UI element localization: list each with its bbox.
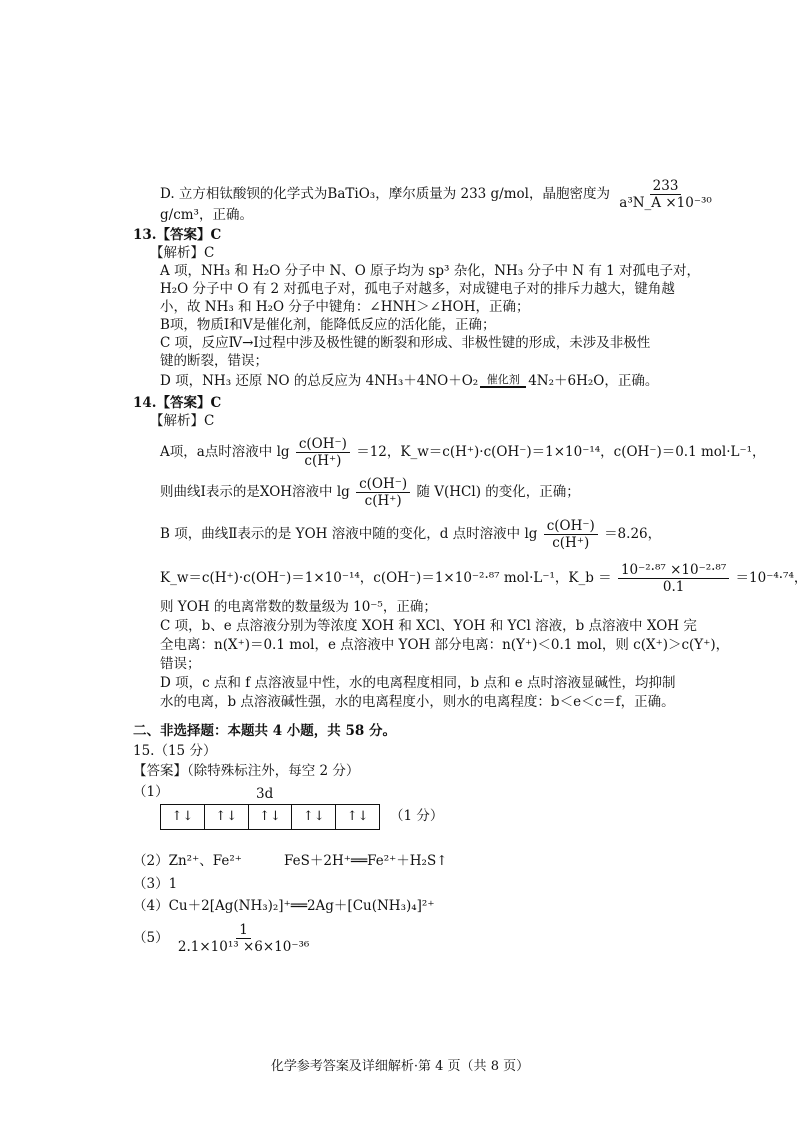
kb-denominator: 0.1 (662, 579, 685, 595)
oh-numerator-3: c(OH⁻) (544, 518, 598, 535)
q14-d-line1: D 项，c 点和 f 点溶液显中性，水的电离程度相同，b 点和 e 点时溶液显碱性，均抑制 (160, 675, 676, 691)
oh-numerator-2: c(OH⁻) (356, 476, 410, 493)
section-title: 二、非选择题：本题共 4 小题，共 58 分。 (133, 723, 396, 739)
q13-c-line2: 键的断裂，错误； (160, 353, 268, 369)
q14-b1-pre: B 项，曲线Ⅱ表示的是 YOH 溶液中随的变化，d 点时溶液中 lg (160, 526, 538, 542)
q15-part2-equation: FeS＋2H⁺══Fe²⁺＋H₂S↑ (284, 853, 448, 869)
oh-h-fraction-2 (356, 476, 410, 509)
orbital-cell: ↑↓ (161, 805, 205, 829)
q14-b1-post: ＝8.26， (604, 526, 662, 542)
q14-a2-post: 随 V(HCl) 的变化，正确； (416, 484, 580, 500)
q14-b2-pre: K_w＝c(H⁺)·c(OH⁻)＝1×10⁻¹⁴，c(OH⁻)＝1×10⁻²·⁸⁷ mol·L⁻¹，K_b ＝ (160, 570, 612, 586)
q15-part1-score: （1 分） (390, 808, 444, 824)
page-footer: 化学参考答案及详细解析·第 4 页（共 8 页） (270, 1059, 530, 1074)
q14-b-line2 (160, 562, 807, 595)
q14-answer: 14.【答案】C (133, 395, 222, 411)
oh-numerator: c(OH⁻) (296, 436, 350, 453)
orbital-cell: ↑↓ (292, 805, 336, 829)
q15-part5 (133, 922, 314, 955)
part5-denominator: 2.1×10¹³ ×6×10⁻³⁶ (177, 939, 310, 955)
option-d-text: D. 立方相钛酸钡的化学式为BaTiO₃，摩尔质量为 233 g/mol，晶胞密度为 (160, 186, 610, 202)
q13-d-line (160, 372, 658, 390)
q14-b2-post: ＝10⁻⁴·⁷⁴， (735, 570, 807, 586)
q14-a-line1 (160, 436, 766, 469)
q14-a-post: ＝12，K_w＝c(H⁺)·c(OH⁻)＝1×10⁻¹⁴，c(OH⁻)＝0.1 mol·L⁻¹， (356, 444, 766, 460)
q14-b-line1 (160, 518, 661, 551)
q14-c-line3: 错误； (160, 656, 201, 672)
q15-part4: （4）Cu＋2[Ag(NH₃)₂]⁺══2Ag＋[Cu(NH₃)₄]²⁺ (133, 898, 435, 914)
q14-a2-pre: 则曲线Ⅰ表示的是XOH溶液中 lg (160, 484, 350, 500)
q14-a-pre: A项，a点时溶液中 lg (160, 444, 290, 460)
orbital-cell: ↑↓ (346, 809, 369, 824)
q15-answer: 【答案】（除特殊标注外，每空 2 分） (133, 763, 360, 779)
catalyst-label: 催化剂 (486, 372, 520, 386)
kb-numerator: 10⁻²·⁸⁷ ×10⁻²·⁸⁷ (618, 562, 729, 579)
q15-title: 15.（15 分） (133, 743, 217, 759)
q13-d-products: 4N₂＋6H₂O，正确。 (528, 373, 659, 389)
kb-fraction (618, 562, 729, 595)
q15-part5-label: （5） (133, 930, 169, 946)
density-denominator: a³N_A ×10⁻³⁰ (619, 195, 712, 211)
part5-fraction (175, 922, 312, 955)
q13-d-text: D 项，NH₃ 还原 NO 的总反应为 4NH₃＋4NO＋O₂ (160, 373, 479, 389)
q14-c-line2: 全电离：n(X⁺)＝0.1 mol，e 点溶液中 YOH 部分电离：n(Y⁺)＜0.1 mol，则 c(X⁺)＞c(Y⁺)， (160, 637, 730, 653)
q13-a-line2: H₂O 分子中 O 有 2 对孤电子对，孤电子对越多，对成键电子对的排斥力越大，键角越 (160, 281, 675, 297)
density-fraction (616, 178, 715, 211)
q15-part2-ions: （2）Zn²⁺、Fe²⁺ (133, 853, 242, 869)
q13-b-line: B项，物质Ⅰ和Ⅴ是催化剂，能降低反应的活化能，正确； (160, 317, 496, 333)
q13-analysis: 【解析】C (150, 245, 215, 261)
q14-d-line2: 水的电离，b 点溶液碱性强，水的电离程度小，则水的电离程度：b＜e＜c＝f，正确。 (160, 694, 675, 710)
q13-a-line3: 小，故 NH₃ 和 H₂O 分子中键角：∠HNH＞∠HOH，正确； (160, 299, 530, 315)
q13-c-line1: C 项，反应Ⅳ→Ⅰ过程中涉及极性键的断裂和形成、非极性键的形成，未涉及非极性 (160, 335, 651, 351)
h-denominator-2: c(H⁺) (364, 493, 402, 509)
q14-b-line3: 则 YOH 的电离常数的数量级为 10⁻⁵，正确； (160, 599, 437, 615)
orbital-cell: ↑↓ (205, 805, 249, 829)
q14-c-line1: C 项，b、e 点溶液分别为等浓度 XOH 和 XCl、YOH 和 YCl 溶液，b 点溶液中 XOH 完 (160, 618, 697, 634)
catalyst-condition (480, 374, 526, 390)
density-unit: g/cm³，正确。 (160, 207, 253, 223)
oh-h-fraction (296, 436, 350, 469)
oh-h-fraction-3 (544, 518, 598, 551)
part5-numerator: 1 (236, 922, 251, 939)
q14-analysis: 【解析】C (150, 413, 215, 429)
q15-part3: （3）1 (133, 876, 178, 892)
q15-part1-label: （1） (133, 784, 169, 800)
h-denominator: c(H⁺) (304, 453, 342, 469)
q14-a-line2 (160, 476, 580, 509)
q13-a-line1: A 项，NH₃ 和 H₂O 分子中 N、O 原子均为 sp³ 杂化，NH₃ 分子中 N 有 1 对孤电子对， (160, 263, 701, 279)
orbital-label: 3d (256, 786, 274, 802)
orbital-diagram (160, 804, 380, 830)
orbital-cell: ↑↓ (249, 805, 293, 829)
h-denominator-3: c(H⁺) (552, 535, 590, 551)
q13-answer: 13.【答案】C (133, 227, 222, 243)
density-numerator: 233 (650, 178, 682, 195)
